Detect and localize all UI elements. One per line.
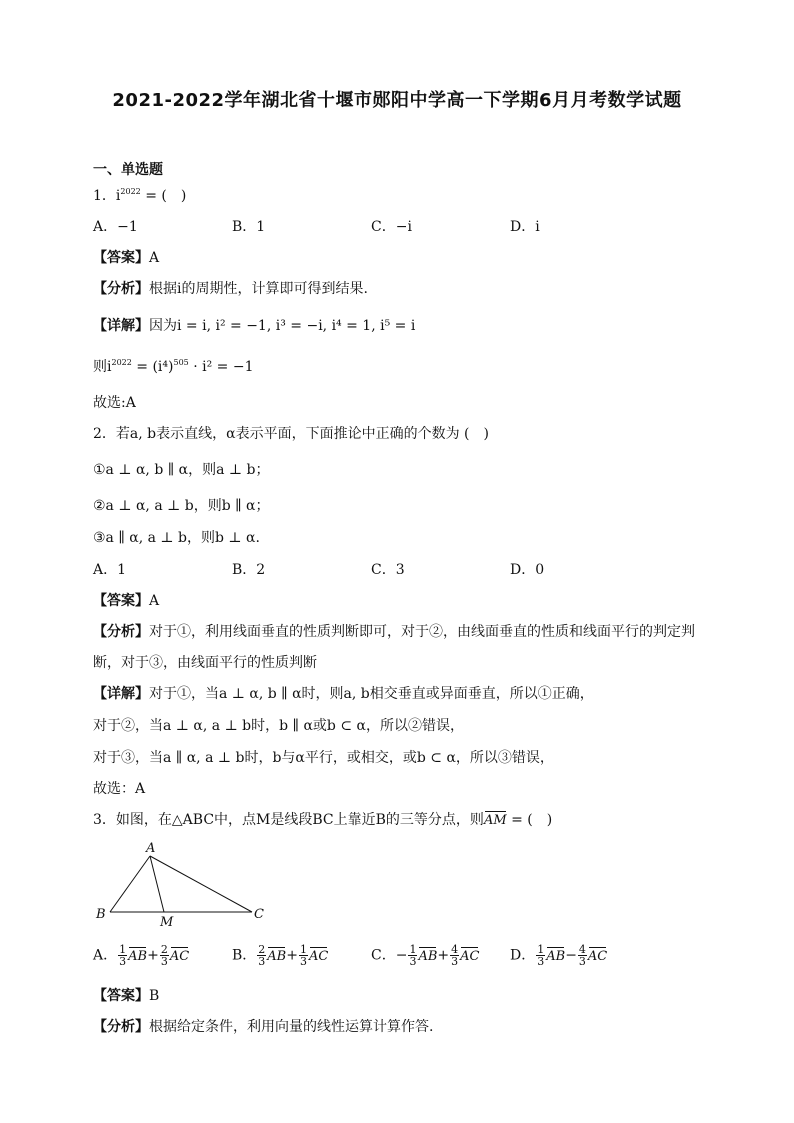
q3-option-d: D． $\frac{1}{3}$ AB− $\frac{4}{3}$ AC bbox=[510, 943, 608, 968]
segment-am bbox=[150, 856, 164, 912]
q3-analysis: 【分析】根据给定条件，利用向量的线性运算计算作答. bbox=[93, 1019, 434, 1035]
q2-analysis-cont: 断，对于③，由线面平行的性质判断 bbox=[93, 655, 317, 671]
q2-detail-2: 对于②，当a ⊥ α, a ⊥ b时，b ∥ α或b ⊂ α，所以②错误， bbox=[93, 718, 464, 734]
label-c: C bbox=[254, 907, 264, 922]
section-heading: 一、单选题 bbox=[93, 162, 163, 178]
q2-stem: 2．若a, b表示直线，α表示平面，下面推论中正确的个数为 ( ) bbox=[93, 426, 489, 442]
q2-option-c: C．3 bbox=[371, 562, 405, 578]
q2-answer: 【答案】A bbox=[93, 593, 160, 609]
q2-item-2: ②a ⊥ α, a ⊥ b，则b ∥ α； bbox=[93, 498, 270, 514]
q2-analysis: 【分析】对于①，利用线面垂直的性质判断即可，对于②，由线面垂直的性质和线面平行的判定判 bbox=[93, 624, 695, 640]
q2-detail-1: 【详解】对于①，当a ⊥ α, b ∥ α时，则a, b相交垂直或异面垂直，所以①正确， bbox=[93, 686, 594, 702]
segment-ac bbox=[150, 856, 252, 912]
q1-stem: 1．$i^{2022}$ = ( ) bbox=[93, 187, 187, 204]
q1-conclusion: 故选:A bbox=[93, 395, 136, 411]
q2-option-a: A．1 bbox=[93, 562, 127, 578]
page-title: 2021-2022学年湖北省十堰市郧阳中学高一下学期6月月考数学试题 bbox=[112, 90, 682, 111]
q1-detail-formula: 则$i^{2022} = (i^4)^{505} \cdot i^2 = -1$ bbox=[93, 358, 254, 375]
q3-answer: 【答案】B bbox=[93, 988, 160, 1004]
q1-detail: 【详解】因为i = i, i² = −1, i³ = −i, i⁴ = 1, i⁵ = i bbox=[93, 318, 416, 334]
q1-option-a: A．−1 bbox=[93, 219, 138, 235]
q3-option-a: A． $\frac{1}{3}$ AB+ $\frac{2}{3}$ AC bbox=[93, 943, 190, 968]
q2-option-d: D．0 bbox=[510, 562, 545, 578]
q2-conclusion: 故选：A bbox=[93, 781, 146, 797]
q2-option-b: B．2 bbox=[232, 562, 266, 578]
q2-item-1: ①a ⊥ α, b ∥ α，则a ⊥ b； bbox=[93, 462, 270, 478]
label-b: B bbox=[96, 907, 106, 922]
q1-option-b: B．1 bbox=[232, 219, 266, 235]
triangle-figure bbox=[90, 838, 280, 928]
label-m: M bbox=[160, 915, 174, 928]
q2-item-3: ③a ∥ α, a ⊥ b，则b ⊥ α. bbox=[93, 530, 260, 546]
q1-option-c: C．−i bbox=[371, 219, 412, 235]
label-a: A bbox=[146, 841, 156, 856]
q1-option-d: D．i bbox=[510, 219, 540, 235]
q2-detail-3: 对于③，当a ∥ α, a ⊥ b时，b与α平行，或相交，或b ⊂ α，所以③错误， bbox=[93, 750, 554, 766]
q1-analysis: 【分析】根据i的周期性，计算即可得到结果. bbox=[93, 281, 368, 297]
q3-option-c: C．− $\frac{1}{3}$ AB+ $\frac{4}{3}$ AC bbox=[371, 943, 480, 968]
q3-option-b: B． $\frac{2}{3}$ AB+ $\frac{1}{3}$ AC bbox=[232, 943, 329, 968]
segment-ab bbox=[110, 856, 150, 912]
q1-answer: 【答案】A bbox=[93, 250, 160, 266]
q3-stem: 3．如图，在△ABC中，点M是线段BC上靠近B的三等分点，则AM = ( ) bbox=[93, 810, 552, 831]
